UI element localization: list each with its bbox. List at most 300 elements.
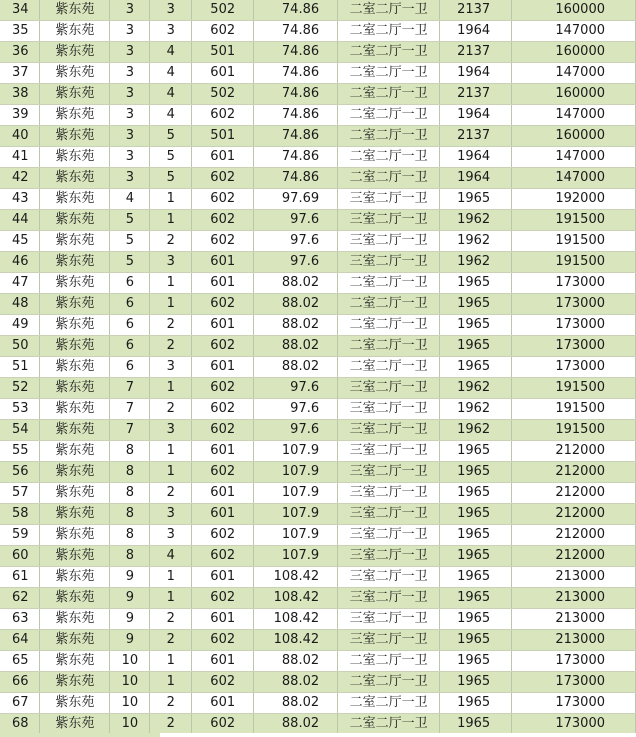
unit-cell[interactable]: 2 (150, 315, 192, 336)
area-cell[interactable]: 74.86 (254, 84, 338, 105)
area-cell[interactable]: 74.86 (254, 168, 338, 189)
area-cell[interactable]: 74.86 (254, 0, 338, 21)
table-row[interactable] (0, 147, 636, 168)
building-cell[interactable]: 8 (110, 525, 150, 546)
room-cell[interactable]: 601 (192, 609, 254, 630)
estate-name-cell[interactable]: 紫东苑 (40, 693, 110, 714)
table-row[interactable] (0, 42, 636, 63)
room-cell[interactable]: 602 (192, 420, 254, 441)
estate-name-cell[interactable]: 紫东苑 (40, 630, 110, 651)
unit-cell[interactable]: 2 (150, 399, 192, 420)
room-cell[interactable]: 602 (192, 231, 254, 252)
code-cell[interactable]: 1965 (440, 483, 512, 504)
table-row[interactable] (0, 378, 636, 399)
code-cell[interactable]: 2137 (440, 42, 512, 63)
estate-name-cell[interactable]: 紫东苑 (40, 357, 110, 378)
area-cell[interactable]: 88.02 (254, 714, 338, 735)
estate-name-cell[interactable]: 紫东苑 (40, 210, 110, 231)
unit-cell[interactable]: 3 (150, 252, 192, 273)
table-row[interactable] (0, 609, 636, 630)
row-number-cell[interactable]: 61 (0, 567, 40, 588)
building-cell[interactable]: 6 (110, 273, 150, 294)
building-cell[interactable]: 8 (110, 546, 150, 567)
estate-name-cell[interactable]: 紫东苑 (40, 126, 110, 147)
unit-cell[interactable]: 1 (150, 294, 192, 315)
room-cell[interactable]: 601 (192, 252, 254, 273)
code-cell[interactable]: 1965 (440, 441, 512, 462)
room-cell[interactable]: 501 (192, 42, 254, 63)
estate-name-cell[interactable]: 紫东苑 (40, 651, 110, 672)
price-cell[interactable]: 147000 (512, 105, 636, 126)
table-row[interactable] (0, 525, 636, 546)
price-cell[interactable]: 212000 (512, 504, 636, 525)
room-cell[interactable]: 602 (192, 168, 254, 189)
building-cell[interactable]: 3 (110, 84, 150, 105)
room-cell[interactable]: 602 (192, 378, 254, 399)
estate-name-cell[interactable]: 紫东苑 (40, 567, 110, 588)
price-cell[interactable]: 212000 (512, 546, 636, 567)
area-cell[interactable]: 74.86 (254, 105, 338, 126)
building-cell[interactable]: 5 (110, 252, 150, 273)
estate-name-cell[interactable]: 紫东苑 (40, 42, 110, 63)
estate-name-cell[interactable]: 紫东苑 (40, 273, 110, 294)
building-cell[interactable]: 3 (110, 126, 150, 147)
building-cell[interactable]: 8 (110, 483, 150, 504)
layout-type-cell[interactable]: 三室二厅一卫 (338, 609, 440, 630)
layout-type-cell[interactable]: 三室二厅一卫 (338, 525, 440, 546)
table-row[interactable] (0, 630, 636, 651)
row-number-cell[interactable]: 54 (0, 420, 40, 441)
layout-type-cell[interactable]: 三室二厅一卫 (338, 210, 440, 231)
table-row[interactable] (0, 168, 636, 189)
unit-cell[interactable]: 4 (150, 42, 192, 63)
room-cell[interactable]: 502 (192, 84, 254, 105)
table-row[interactable] (0, 273, 636, 294)
row-number-cell[interactable]: 59 (0, 525, 40, 546)
table-row[interactable] (0, 672, 636, 693)
building-cell[interactable]: 3 (110, 147, 150, 168)
unit-cell[interactable]: 3 (150, 357, 192, 378)
area-cell[interactable]: 74.86 (254, 21, 338, 42)
area-cell[interactable]: 74.86 (254, 42, 338, 63)
code-cell[interactable]: 1965 (440, 546, 512, 567)
room-cell[interactable]: 602 (192, 462, 254, 483)
price-cell[interactable]: 212000 (512, 462, 636, 483)
price-cell[interactable]: 212000 (512, 525, 636, 546)
price-cell[interactable]: 160000 (512, 126, 636, 147)
unit-cell[interactable]: 1 (150, 672, 192, 693)
layout-type-cell[interactable]: 二室二厅一卫 (338, 714, 440, 735)
building-cell[interactable]: 8 (110, 441, 150, 462)
room-cell[interactable]: 602 (192, 21, 254, 42)
building-cell[interactable]: 7 (110, 420, 150, 441)
row-number-cell[interactable]: 40 (0, 126, 40, 147)
area-cell[interactable]: 74.86 (254, 126, 338, 147)
area-cell[interactable]: 107.9 (254, 462, 338, 483)
layout-type-cell[interactable]: 三室二厅一卫 (338, 567, 440, 588)
layout-type-cell[interactable]: 二室二厅一卫 (338, 651, 440, 672)
unit-cell[interactable]: 5 (150, 147, 192, 168)
room-cell[interactable]: 601 (192, 567, 254, 588)
price-cell[interactable]: 213000 (512, 630, 636, 651)
area-cell[interactable]: 107.9 (254, 546, 338, 567)
row-number-cell[interactable]: 62 (0, 588, 40, 609)
estate-name-cell[interactable]: 紫东苑 (40, 294, 110, 315)
layout-type-cell[interactable]: 二室二厅一卫 (338, 672, 440, 693)
code-cell[interactable]: 1962 (440, 378, 512, 399)
building-cell[interactable]: 6 (110, 315, 150, 336)
code-cell[interactable]: 1965 (440, 273, 512, 294)
code-cell[interactable]: 1965 (440, 693, 512, 714)
estate-name-cell[interactable]: 紫东苑 (40, 546, 110, 567)
unit-cell[interactable]: 1 (150, 378, 192, 399)
price-cell[interactable]: 160000 (512, 0, 636, 21)
layout-type-cell[interactable]: 二室二厅一卫 (338, 42, 440, 63)
estate-name-cell[interactable]: 紫东苑 (40, 168, 110, 189)
table-row[interactable] (0, 462, 636, 483)
price-cell[interactable]: 147000 (512, 168, 636, 189)
price-cell[interactable]: 173000 (512, 357, 636, 378)
price-cell[interactable]: 160000 (512, 42, 636, 63)
price-cell[interactable]: 191500 (512, 252, 636, 273)
table-row[interactable] (0, 126, 636, 147)
unit-cell[interactable]: 3 (150, 525, 192, 546)
estate-name-cell[interactable]: 紫东苑 (40, 231, 110, 252)
row-number-cell[interactable]: 48 (0, 294, 40, 315)
room-cell[interactable]: 502 (192, 0, 254, 21)
room-cell[interactable]: 602 (192, 210, 254, 231)
unit-cell[interactable]: 1 (150, 588, 192, 609)
area-cell[interactable]: 88.02 (254, 294, 338, 315)
row-number-cell[interactable]: 53 (0, 399, 40, 420)
estate-name-cell[interactable]: 紫东苑 (40, 147, 110, 168)
estate-name-cell[interactable]: 紫东苑 (40, 483, 110, 504)
layout-type-cell[interactable]: 二室二厅一卫 (338, 63, 440, 84)
row-number-cell[interactable]: 35 (0, 21, 40, 42)
room-cell[interactable]: 601 (192, 651, 254, 672)
row-number-cell[interactable]: 60 (0, 546, 40, 567)
room-cell[interactable]: 602 (192, 588, 254, 609)
room-cell[interactable]: 501 (192, 126, 254, 147)
price-cell[interactable]: 173000 (512, 315, 636, 336)
price-cell[interactable]: 212000 (512, 483, 636, 504)
table-row[interactable] (0, 441, 636, 462)
layout-type-cell[interactable]: 三室二厅一卫 (338, 504, 440, 525)
room-cell[interactable]: 602 (192, 672, 254, 693)
unit-cell[interactable]: 2 (150, 693, 192, 714)
unit-cell[interactable]: 4 (150, 546, 192, 567)
estate-name-cell[interactable]: 紫东苑 (40, 609, 110, 630)
building-cell[interactable]: 10 (110, 651, 150, 672)
row-number-cell[interactable]: 56 (0, 462, 40, 483)
room-cell[interactable]: 601 (192, 693, 254, 714)
building-cell[interactable]: 3 (110, 21, 150, 42)
row-number-cell[interactable]: 45 (0, 231, 40, 252)
layout-type-cell[interactable]: 二室二厅一卫 (338, 126, 440, 147)
room-cell[interactable]: 602 (192, 714, 254, 735)
room-cell[interactable]: 602 (192, 105, 254, 126)
code-cell[interactable]: 1965 (440, 504, 512, 525)
table-row[interactable] (0, 315, 636, 336)
area-cell[interactable]: 108.42 (254, 609, 338, 630)
unit-cell[interactable]: 2 (150, 483, 192, 504)
code-cell[interactable]: 1962 (440, 399, 512, 420)
row-number-cell[interactable]: 41 (0, 147, 40, 168)
unit-cell[interactable]: 2 (150, 609, 192, 630)
row-number-cell[interactable]: 43 (0, 189, 40, 210)
layout-type-cell[interactable]: 二室二厅一卫 (338, 315, 440, 336)
price-cell[interactable]: 147000 (512, 147, 636, 168)
room-cell[interactable]: 601 (192, 504, 254, 525)
building-cell[interactable]: 8 (110, 462, 150, 483)
building-cell[interactable]: 4 (110, 189, 150, 210)
building-cell[interactable]: 6 (110, 357, 150, 378)
price-cell[interactable]: 191500 (512, 420, 636, 441)
code-cell[interactable]: 1965 (440, 672, 512, 693)
layout-type-cell[interactable]: 二室二厅一卫 (338, 0, 440, 21)
building-cell[interactable]: 9 (110, 567, 150, 588)
layout-type-cell[interactable]: 二室二厅一卫 (338, 168, 440, 189)
estate-name-cell[interactable]: 紫东苑 (40, 504, 110, 525)
price-cell[interactable]: 173000 (512, 651, 636, 672)
estate-name-cell[interactable]: 紫东苑 (40, 714, 110, 735)
building-cell[interactable]: 10 (110, 714, 150, 735)
price-cell[interactable]: 173000 (512, 693, 636, 714)
layout-type-cell[interactable]: 二室二厅一卫 (338, 21, 440, 42)
code-cell[interactable]: 2137 (440, 126, 512, 147)
area-cell[interactable]: 88.02 (254, 315, 338, 336)
estate-name-cell[interactable]: 紫东苑 (40, 336, 110, 357)
price-cell[interactable]: 191500 (512, 210, 636, 231)
estate-name-cell[interactable]: 紫东苑 (40, 63, 110, 84)
area-cell[interactable]: 88.02 (254, 336, 338, 357)
building-cell[interactable]: 7 (110, 378, 150, 399)
layout-type-cell[interactable]: 二室二厅一卫 (338, 357, 440, 378)
row-number-cell[interactable]: 47 (0, 273, 40, 294)
room-cell[interactable]: 602 (192, 294, 254, 315)
row-number-cell[interactable]: 42 (0, 168, 40, 189)
estate-name-cell[interactable]: 紫东苑 (40, 399, 110, 420)
code-cell[interactable]: 1965 (440, 357, 512, 378)
area-cell[interactable]: 88.02 (254, 693, 338, 714)
row-number-cell[interactable]: 68 (0, 714, 40, 735)
table-row[interactable] (0, 651, 636, 672)
table-row[interactable] (0, 504, 636, 525)
code-cell[interactable]: 2137 (440, 84, 512, 105)
estate-name-cell[interactable]: 紫东苑 (40, 0, 110, 21)
estate-name-cell[interactable]: 紫东苑 (40, 525, 110, 546)
code-cell[interactable]: 1965 (440, 609, 512, 630)
unit-cell[interactable]: 1 (150, 189, 192, 210)
layout-type-cell[interactable]: 三室二厅一卫 (338, 441, 440, 462)
code-cell[interactable]: 1965 (440, 714, 512, 735)
estate-name-cell[interactable]: 紫东苑 (40, 21, 110, 42)
layout-type-cell[interactable]: 二室二厅一卫 (338, 84, 440, 105)
unit-cell[interactable]: 4 (150, 105, 192, 126)
estate-name-cell[interactable]: 紫东苑 (40, 441, 110, 462)
layout-type-cell[interactable]: 三室二厅一卫 (338, 231, 440, 252)
layout-type-cell[interactable]: 二室二厅一卫 (338, 693, 440, 714)
unit-cell[interactable]: 2 (150, 231, 192, 252)
building-cell[interactable]: 9 (110, 588, 150, 609)
unit-cell[interactable]: 1 (150, 210, 192, 231)
building-cell[interactable]: 10 (110, 693, 150, 714)
price-cell[interactable]: 213000 (512, 588, 636, 609)
room-cell[interactable]: 602 (192, 546, 254, 567)
row-number-cell[interactable]: 64 (0, 630, 40, 651)
room-cell[interactable]: 602 (192, 189, 254, 210)
room-cell[interactable]: 601 (192, 483, 254, 504)
unit-cell[interactable]: 2 (150, 630, 192, 651)
unit-cell[interactable]: 5 (150, 168, 192, 189)
row-number-cell[interactable]: 57 (0, 483, 40, 504)
building-cell[interactable]: 10 (110, 672, 150, 693)
building-cell[interactable]: 9 (110, 609, 150, 630)
row-number-cell[interactable]: 66 (0, 672, 40, 693)
area-cell[interactable]: 74.86 (254, 147, 338, 168)
code-cell[interactable]: 1964 (440, 168, 512, 189)
building-cell[interactable]: 3 (110, 105, 150, 126)
table-row[interactable] (0, 336, 636, 357)
estate-name-cell[interactable]: 紫东苑 (40, 588, 110, 609)
layout-type-cell[interactable]: 三室二厅一卫 (338, 189, 440, 210)
code-cell[interactable]: 1965 (440, 630, 512, 651)
layout-type-cell[interactable]: 二室二厅一卫 (338, 147, 440, 168)
table-row[interactable] (0, 588, 636, 609)
building-cell[interactable]: 3 (110, 168, 150, 189)
row-number-cell[interactable]: 58 (0, 504, 40, 525)
layout-type-cell[interactable]: 三室二厅一卫 (338, 546, 440, 567)
layout-type-cell[interactable]: 三室二厅一卫 (338, 399, 440, 420)
table-row[interactable] (0, 294, 636, 315)
room-cell[interactable]: 601 (192, 357, 254, 378)
price-cell[interactable]: 212000 (512, 441, 636, 462)
row-number-cell[interactable]: 63 (0, 609, 40, 630)
layout-type-cell[interactable]: 二室二厅一卫 (338, 273, 440, 294)
table-row[interactable] (0, 252, 636, 273)
unit-cell[interactable]: 4 (150, 63, 192, 84)
building-cell[interactable]: 3 (110, 42, 150, 63)
building-cell[interactable]: 5 (110, 231, 150, 252)
room-cell[interactable]: 601 (192, 147, 254, 168)
code-cell[interactable]: 1962 (440, 210, 512, 231)
table-row[interactable] (0, 21, 636, 42)
layout-type-cell[interactable]: 二室二厅一卫 (338, 336, 440, 357)
price-cell[interactable]: 191500 (512, 231, 636, 252)
building-cell[interactable]: 9 (110, 630, 150, 651)
unit-cell[interactable]: 3 (150, 420, 192, 441)
table-row[interactable] (0, 231, 636, 252)
code-cell[interactable]: 1965 (440, 462, 512, 483)
area-cell[interactable]: 88.02 (254, 273, 338, 294)
price-cell[interactable]: 191500 (512, 399, 636, 420)
row-number-cell[interactable]: 36 (0, 42, 40, 63)
unit-cell[interactable]: 1 (150, 441, 192, 462)
layout-type-cell[interactable]: 三室二厅一卫 (338, 630, 440, 651)
layout-type-cell[interactable]: 二室二厅一卫 (338, 294, 440, 315)
code-cell[interactable]: 1962 (440, 231, 512, 252)
table-row[interactable] (0, 546, 636, 567)
estate-name-cell[interactable]: 紫东苑 (40, 189, 110, 210)
building-cell[interactable]: 7 (110, 399, 150, 420)
table-row[interactable] (0, 84, 636, 105)
layout-type-cell[interactable]: 二室二厅一卫 (338, 105, 440, 126)
price-cell[interactable]: 173000 (512, 336, 636, 357)
area-cell[interactable]: 108.42 (254, 588, 338, 609)
price-cell[interactable]: 192000 (512, 189, 636, 210)
building-cell[interactable]: 3 (110, 0, 150, 21)
table-row[interactable] (0, 210, 636, 231)
layout-type-cell[interactable]: 三室二厅一卫 (338, 483, 440, 504)
unit-cell[interactable]: 2 (150, 336, 192, 357)
unit-cell[interactable]: 2 (150, 714, 192, 735)
unit-cell[interactable]: 4 (150, 84, 192, 105)
price-cell[interactable]: 213000 (512, 609, 636, 630)
code-cell[interactable]: 1964 (440, 21, 512, 42)
price-cell[interactable]: 213000 (512, 567, 636, 588)
code-cell[interactable]: 1965 (440, 651, 512, 672)
code-cell[interactable]: 1965 (440, 567, 512, 588)
table-row[interactable] (0, 693, 636, 714)
code-cell[interactable]: 1964 (440, 63, 512, 84)
estate-name-cell[interactable]: 紫东苑 (40, 462, 110, 483)
table-row[interactable] (0, 567, 636, 588)
row-number-cell[interactable]: 50 (0, 336, 40, 357)
area-cell[interactable]: 97.69 (254, 189, 338, 210)
code-cell[interactable]: 1962 (440, 252, 512, 273)
room-cell[interactable]: 602 (192, 399, 254, 420)
layout-type-cell[interactable]: 三室二厅一卫 (338, 420, 440, 441)
area-cell[interactable]: 88.02 (254, 357, 338, 378)
unit-cell[interactable]: 5 (150, 126, 192, 147)
room-cell[interactable]: 602 (192, 630, 254, 651)
area-cell[interactable]: 97.6 (254, 231, 338, 252)
row-number-cell[interactable]: 46 (0, 252, 40, 273)
price-cell[interactable]: 173000 (512, 714, 636, 735)
area-cell[interactable]: 97.6 (254, 399, 338, 420)
area-cell[interactable]: 97.6 (254, 210, 338, 231)
estate-name-cell[interactable]: 紫东苑 (40, 105, 110, 126)
building-cell[interactable]: 3 (110, 63, 150, 84)
table-row[interactable] (0, 63, 636, 84)
code-cell[interactable]: 1965 (440, 336, 512, 357)
room-cell[interactable]: 601 (192, 63, 254, 84)
table-row[interactable] (0, 399, 636, 420)
area-cell[interactable]: 107.9 (254, 483, 338, 504)
estate-name-cell[interactable]: 紫东苑 (40, 378, 110, 399)
unit-cell[interactable]: 1 (150, 651, 192, 672)
area-cell[interactable]: 107.9 (254, 525, 338, 546)
row-number-cell[interactable]: 52 (0, 378, 40, 399)
table-row[interactable] (0, 0, 636, 21)
price-cell[interactable]: 173000 (512, 294, 636, 315)
price-cell[interactable]: 160000 (512, 84, 636, 105)
unit-cell[interactable]: 1 (150, 273, 192, 294)
row-number-cell[interactable]: 38 (0, 84, 40, 105)
row-number-cell[interactable]: 65 (0, 651, 40, 672)
room-cell[interactable]: 601 (192, 441, 254, 462)
layout-type-cell[interactable]: 三室二厅一卫 (338, 252, 440, 273)
estate-name-cell[interactable]: 紫东苑 (40, 315, 110, 336)
price-cell[interactable]: 147000 (512, 63, 636, 84)
estate-name-cell[interactable]: 紫东苑 (40, 672, 110, 693)
table-row[interactable] (0, 105, 636, 126)
row-number-cell[interactable]: 55 (0, 441, 40, 462)
price-cell[interactable]: 191500 (512, 378, 636, 399)
building-cell[interactable]: 5 (110, 210, 150, 231)
row-number-cell[interactable]: 51 (0, 357, 40, 378)
row-number-cell[interactable]: 67 (0, 693, 40, 714)
